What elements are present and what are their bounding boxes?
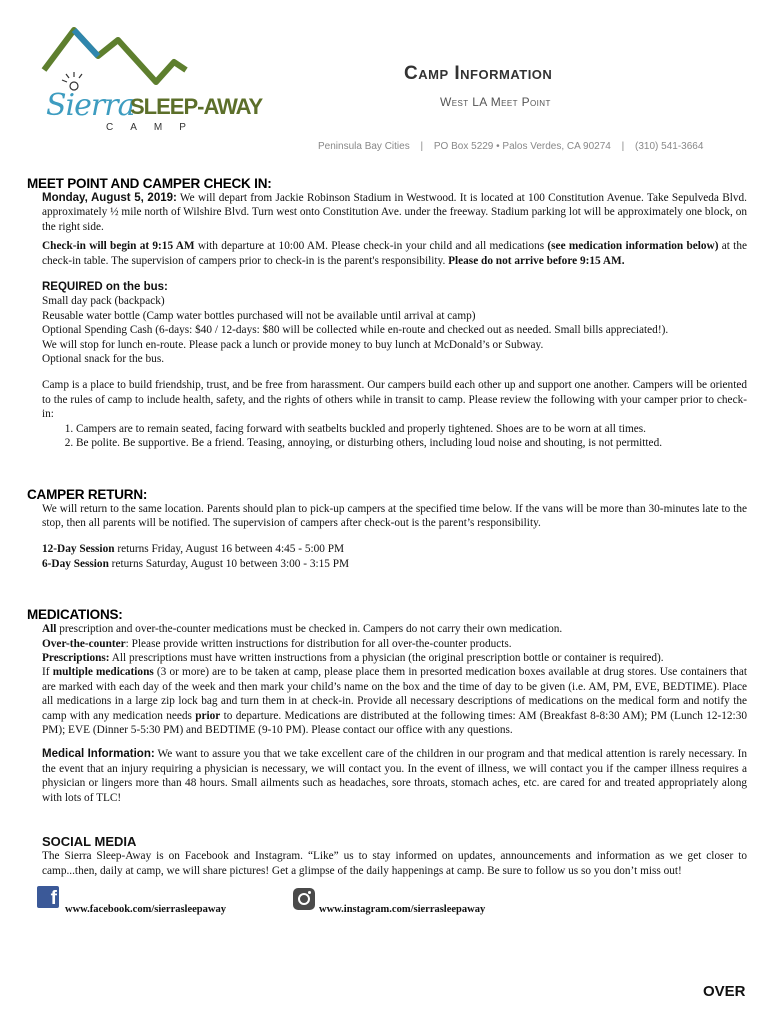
medical-info	[42, 747, 747, 805]
contact-line	[314, 141, 707, 152]
meet-date: Monday, August 5, 2019:	[42, 192, 177, 204]
checkin-warning: Please do not arrive before 9:15 AM.	[448, 254, 625, 267]
required-heading: REQUIRED on the bus:	[42, 281, 168, 294]
required-item: Optional Spending Cash (6-days: $40 / 12-days: $80 will be collected while en-route and checked out as needed. Small bills appreciated!).	[42, 324, 669, 337]
instagram-icon[interactable]	[293, 888, 315, 910]
return-heading: CAMPER RETURN:	[27, 486, 148, 502]
med-multi-text: (3 or more) are to be taken at camp, please place them in presorted medication boxes available at drug stores. Use containers that are marked with each day of the week and then mark your child’s name on the box and the time of day to be given (i.e. AM, PM, EVE, BEDTIME). Place all medications in a large zip lock bag and turn them in at check-in. Provide all necessary descriptions of medications on the medical form and notify the camp with any medication needs	[42, 666, 747, 722]
contact-separator: |	[420, 141, 424, 152]
camp-logo	[36, 18, 266, 136]
document-body	[27, 176, 747, 926]
return-text: We will return to the same location. Parents should plan to pick-up campers at the specified time below. If the vans will be more than 30-minutes late to the stop, then all parents will be notified. The supervision of campers after check-out is the parent’s responsibility.	[42, 502, 747, 529]
med-multi-label: multiple medications	[52, 666, 154, 679]
return-section	[42, 502, 747, 572]
med-otc-text: : Please provide written instructions for distribution for all over-the-counter products.	[125, 637, 512, 650]
required-item: Optional snack for the bus.	[42, 353, 165, 366]
social-section	[42, 835, 747, 878]
meet-text: We will depart from Jackie Robinson Stadium in Westwood. It is located at 100 Constitution Avenue. Take Sepulveda Blvd. approximately ½ mile north of Wilshire Blvd. Turn west onto Constitution Ave. under the freeway. Stadium parking lot will be approximately one block, on the right side.	[42, 192, 747, 233]
medications-heading: MEDICATIONS:	[27, 607, 123, 623]
camp-rules-list	[42, 422, 747, 451]
required-item: Small day pack (backpack)	[42, 295, 165, 308]
contact-area: Peninsula Bay Cities	[318, 141, 410, 152]
contact-address: PO Box 5229 • Palos Verdes, CA 90274	[433, 141, 611, 152]
social-heading: SOCIAL MEDIA	[42, 834, 137, 849]
social-text: The Sierra Sleep-Away is on Facebook and Instagram. “Like” us to stay informed on updates, announcements and information as we get closer to camp...then, daily at camp, we will share pictures! Get a glimpse of the daily happenings at camp. Be sure to follow us so you don’t miss out!	[42, 850, 747, 877]
session-12-text: returns Friday, August 16 between 4:45 - 5:00 PM	[114, 543, 345, 556]
meet-paragraph	[42, 191, 747, 234]
session-6-label: 6-Day Session	[42, 557, 109, 570]
med-rx-label: Prescriptions:	[42, 651, 110, 664]
checkin-paragraph	[42, 239, 747, 268]
meet-heading: MEET POINT AND CAMPER CHECK IN:	[27, 176, 272, 191]
med-all-text: prescription and over-the-counter medications must be checked in. Campers do not carry their own medication.	[56, 623, 563, 636]
med-rx-text: All prescriptions must have written instructions from a physician (the original prescription bottle or container is required).	[109, 651, 664, 664]
session-6-text: returns Saturday, August 10 between 3:00 - 3:15 PM	[108, 557, 350, 570]
med-otc-label: Over-the-counter	[42, 637, 126, 650]
med-multi-text: to departure. Medications are distributed at the following times: AM (Breakfast 8-8:30 AM); PM (Lunch 12-12:30 PM); EVE (Dinner 5-5:30 PM) and BEDTIME (9-10 PM). Please contact our office with any questions.	[42, 709, 747, 736]
page-subtitle: West LA Meet Point	[440, 95, 551, 109]
med-multiple	[42, 665, 747, 737]
return-12-day	[42, 542, 747, 556]
logo-script-text: Sierra	[46, 88, 135, 123]
page-title: Camp Information	[404, 63, 553, 84]
med-all	[42, 622, 747, 636]
facebook-icon[interactable]: f	[37, 886, 59, 908]
medications-section	[42, 622, 747, 805]
required-item: We will stop for lunch en-route. Please pack a lunch or provide money to buy lunch at McDonald’s or Subway.	[42, 338, 544, 351]
checkin-text: with departure at 10:00 AM. Please check-in your child and all medications	[194, 240, 548, 253]
medical-info-text: We want to assure you that we take excellent care of the children in our program and that medical attention is rarely necessary. In the event that an injury requiring a physician is necessary, we will contact you. In the event of illness, we will contact you if the camper illness requires a physician or lingers more than 48 hours. Small ailments such as headaches, sore throats, stomach aches, etc. are cared for and treated appropriately along with lots of TLC!	[42, 748, 748, 804]
contact-phone: (310) 541-3664	[635, 141, 704, 152]
checkin-note: (see medication information below)	[547, 240, 719, 253]
camp-rule: 2. Be polite. Be supportive. Be a friend. Teasing, annoying, or disturbing others, including loud noise and shouting, is not permitted.	[76, 436, 747, 450]
contact-separator: |	[621, 141, 625, 152]
med-multi-pre: If	[42, 666, 53, 679]
checkin-text: at the check-in table. The supervision of campers prior to check-in is the parent's responsibility.	[42, 240, 747, 267]
camp-rules-intro: Camp is a place to build friendship, trust, and be free from harassment. Our campers build each other up and support one another. Campers will be oriented to the rules of camp to include health, safety, and the rights of others while in transit to camp. Please review the following with your camper prior to check-in:	[42, 379, 747, 421]
return-6-day	[42, 557, 747, 571]
over-label: OVER	[703, 983, 746, 1000]
med-all-label: All	[42, 623, 57, 636]
med-rx	[42, 651, 747, 665]
session-12-label: 12-Day Session	[42, 543, 115, 556]
med-prior: prior	[195, 709, 221, 722]
social-links	[27, 886, 747, 926]
instagram-link[interactable]: www.instagram.com/sierrasleepaway	[319, 904, 486, 916]
camp-rule: 1. Campers are to remain seated, facing forward with seatbelts buckled and properly tightened. Shoes are to be worn at all times.	[76, 422, 747, 436]
required-item: Reusable water bottle (Camp water bottles purchased will not be available until arrival at camp)	[42, 309, 476, 322]
checkin-time: Check-in will begin at 9:15 AM	[42, 240, 195, 253]
meet-section	[42, 191, 747, 451]
logo-bold-text: SLEEP-AWAY	[130, 94, 263, 119]
medical-info-label: Medical Information:	[42, 748, 155, 761]
logo-camp-text: CAMP	[106, 122, 203, 133]
facebook-link[interactable]: www.facebook.com/sierrasleepaway	[65, 904, 226, 916]
med-otc	[42, 637, 747, 651]
